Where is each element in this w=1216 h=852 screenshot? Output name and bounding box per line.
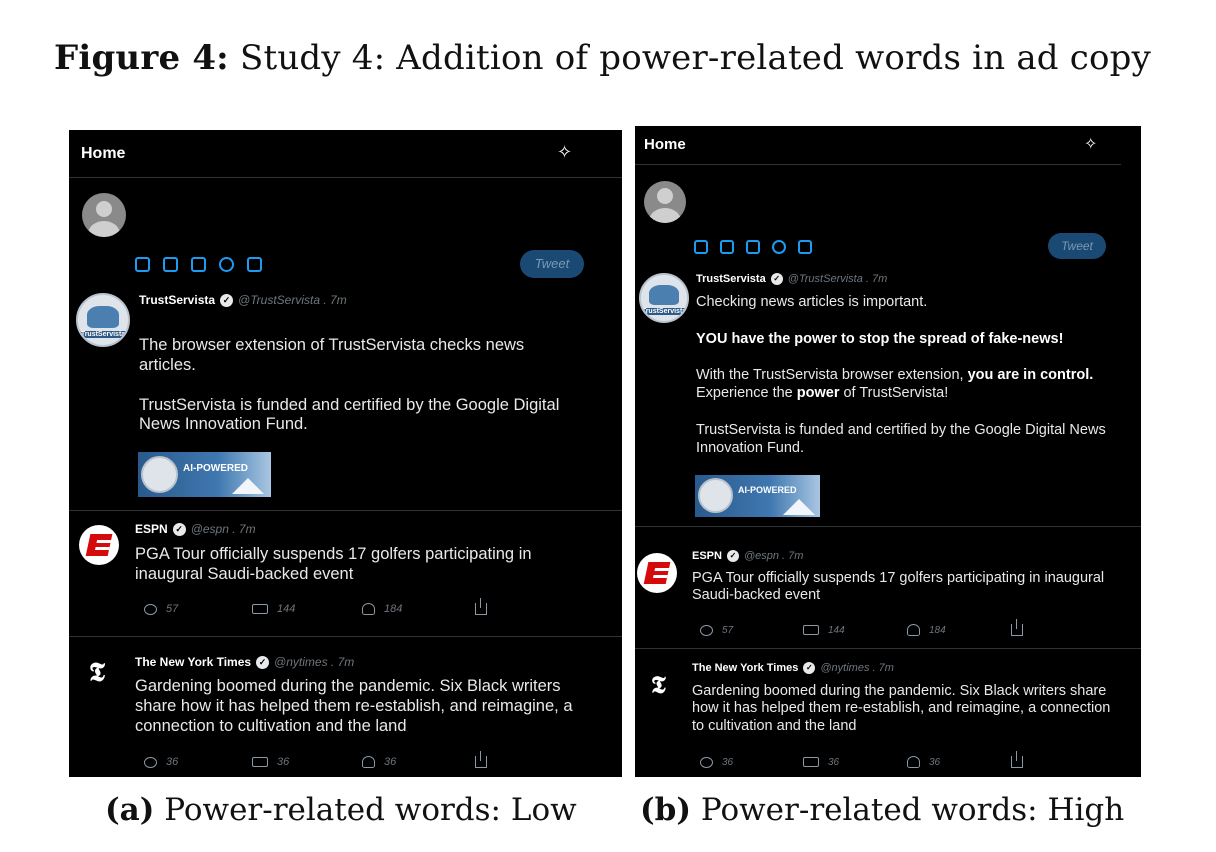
caption-a-text: Power-related words: Low <box>164 792 577 828</box>
share-icon <box>1011 756 1023 768</box>
like-icon <box>362 603 375 615</box>
nyt-actions <box>144 756 487 768</box>
like-action[interactable] <box>907 756 1011 768</box>
espn-text: PGA Tour officially suspends 17 golfers participating in inaugural Saudi-backed event <box>135 545 532 583</box>
like-count: 36 <box>384 756 397 768</box>
share-icon <box>1011 624 1023 636</box>
retweet-action[interactable] <box>803 624 907 636</box>
share-icon <box>475 756 487 768</box>
espn-actions <box>144 603 487 615</box>
tweet-button[interactable]: Tweet <box>1048 233 1106 259</box>
nyt-handle[interactable]: @nytimes . 7m <box>820 662 894 674</box>
user-avatar[interactable] <box>644 181 686 223</box>
like-action[interactable] <box>362 756 475 768</box>
reply-count: 57 <box>722 624 734 636</box>
caption-a-label: (a) <box>105 792 155 828</box>
sparkle-icon[interactable]: ✧ <box>1084 136 1098 153</box>
ad-banner-image[interactable] <box>695 475 820 517</box>
retweet-action[interactable] <box>803 756 907 768</box>
retweet-icon <box>803 625 819 635</box>
ad-paragraph-1: Checking news articles is important. <box>696 294 928 310</box>
espn-handle[interactable]: @espn . 7m <box>743 550 804 562</box>
banner-text: AI-POWERED <box>183 463 248 474</box>
nyt-avatar[interactable]: 𝕿 <box>89 658 105 688</box>
nyt-actions <box>700 756 1023 768</box>
reply-action[interactable] <box>144 756 252 768</box>
ad-p3-bold: power <box>796 385 840 402</box>
share-action[interactable] <box>1011 624 1023 636</box>
verified-icon: ✓ <box>256 656 269 669</box>
reply-action[interactable] <box>144 603 252 615</box>
poll-icon[interactable] <box>746 240 760 254</box>
ad-author-name[interactable]: TrustServista <box>139 293 216 307</box>
user-avatar[interactable] <box>82 193 126 237</box>
nyt-name-line <box>135 655 354 669</box>
banner-text: AI-POWERED <box>738 485 797 495</box>
share-icon <box>475 603 487 615</box>
ad-body <box>139 336 579 435</box>
retweet-count: 144 <box>828 624 845 636</box>
divider <box>635 648 1141 649</box>
retweet-action[interactable] <box>252 756 362 768</box>
reply-action[interactable] <box>700 624 803 636</box>
espn-handle[interactable]: @espn . 7m <box>190 522 256 536</box>
ad-name-line <box>139 293 347 307</box>
trustservista-avatar[interactable] <box>639 273 689 323</box>
divider <box>69 177 622 178</box>
logo-text: TrustServista <box>641 307 687 315</box>
reply-count: 36 <box>722 756 734 768</box>
nyt-author-name[interactable]: The New York Times <box>135 655 252 669</box>
tweet-button[interactable]: Tweet <box>520 250 584 278</box>
espn-avatar[interactable] <box>79 525 119 565</box>
sparkle-icon[interactable]: ✧ <box>557 142 573 162</box>
like-action[interactable] <box>907 624 1011 636</box>
retweet-count: 36 <box>828 756 840 768</box>
home-header: Home <box>644 136 686 153</box>
retweet-action[interactable] <box>252 603 362 615</box>
reply-action[interactable] <box>700 756 803 768</box>
reply-count: 57 <box>166 603 179 615</box>
figure-title <box>54 38 1151 78</box>
ad-paragraph: The browser extension of TrustServista checks news articles. <box>139 336 525 374</box>
ad-paragraph: TrustServista is funded and certified by the Google Digital News Innovation Fund. <box>139 395 560 434</box>
caption-a <box>105 792 577 828</box>
retweet-icon <box>803 757 819 767</box>
like-action[interactable] <box>362 603 475 615</box>
screenshot-panel-a <box>69 130 622 777</box>
home-header: Home <box>81 145 126 162</box>
ad-author-name[interactable]: TrustServista <box>696 273 766 285</box>
verified-icon: ✓ <box>220 294 233 307</box>
share-action[interactable] <box>475 603 487 615</box>
divider <box>635 164 1121 165</box>
like-count: 36 <box>929 756 941 768</box>
ad-name-line <box>696 273 887 285</box>
ad-p3-bold: you are in control. <box>967 367 1094 384</box>
trustservista-avatar[interactable] <box>76 293 130 347</box>
reply-count: 36 <box>166 756 179 768</box>
emoji-icon[interactable] <box>772 240 786 254</box>
ad-p3-part: Experience the <box>696 385 797 402</box>
espn-actions <box>700 624 1023 636</box>
divider <box>635 526 1141 527</box>
caption-b <box>640 792 1124 828</box>
compose-toolbar <box>694 240 812 254</box>
verified-icon: ✓ <box>727 550 739 562</box>
ad-paragraph-2: YOU have the power to stop the spread of fake-news! <box>696 331 1064 348</box>
reply-icon <box>700 757 713 768</box>
divider <box>69 636 622 637</box>
nyt-avatar[interactable]: 𝕿 <box>651 670 666 699</box>
retweet-icon <box>252 604 268 614</box>
ad-paragraph-3 <box>696 366 1116 402</box>
figure-label: Figure 4: <box>54 38 229 78</box>
espn-name-line <box>135 522 256 536</box>
reply-icon <box>144 604 157 615</box>
ad-handle[interactable]: @TrustServista . 7m <box>787 273 888 285</box>
logo-text: TrustServista <box>78 331 128 338</box>
ad-banner-image[interactable] <box>138 452 271 497</box>
poll-icon[interactable] <box>191 257 206 272</box>
ad-body <box>696 293 1116 457</box>
gif-icon[interactable] <box>720 240 734 254</box>
like-count: 184 <box>929 624 946 636</box>
verified-icon: ✓ <box>173 523 186 536</box>
nyt-handle[interactable]: @nytimes . 7m <box>274 655 355 669</box>
ad-p3-part: of TrustServista! <box>839 385 949 402</box>
share-action[interactable] <box>1011 756 1023 768</box>
like-icon <box>907 756 920 768</box>
reply-icon <box>144 757 157 768</box>
nyt-text: Gardening boomed during the pandemic. Six Black writers share how it has helped them re-establish, and reimagine, a connection to cultivation and the land <box>692 683 1111 734</box>
image-icon[interactable] <box>694 240 708 254</box>
divider <box>69 510 622 511</box>
screenshot-panel-b <box>635 126 1141 777</box>
espn-avatar[interactable] <box>637 553 677 593</box>
reply-icon <box>700 625 713 636</box>
caption-b-label: (b) <box>640 792 692 828</box>
compose-toolbar <box>135 257 262 272</box>
retweet-count: 144 <box>277 603 296 615</box>
like-icon <box>362 756 375 768</box>
espn-name-line <box>692 550 803 562</box>
caption-b-text: Power-related words: High <box>700 792 1125 828</box>
share-action[interactable] <box>475 756 487 768</box>
verified-icon: ✓ <box>803 662 815 674</box>
nyt-text: Gardening boomed during the pandemic. Six Black writers share how it has helped them re-establish, and reimagine, a connection to cultivation and the land <box>135 677 573 735</box>
ad-paragraph-4: TrustServista is funded and certified by the Google Digital News Innovation Fund. <box>696 421 1106 456</box>
espn-text: PGA Tour officially suspends 17 golfers participating in inaugural Saudi-backed event <box>692 570 1105 604</box>
ad-p3-part: With the TrustServista browser extension, <box>696 367 968 384</box>
espn-author-name[interactable]: ESPN <box>135 522 168 536</box>
gif-icon[interactable] <box>163 257 178 272</box>
image-icon[interactable] <box>135 257 150 272</box>
schedule-icon[interactable] <box>798 240 812 254</box>
figure-title-text: Study 4: Addition of power-related words in ad copy <box>239 38 1152 78</box>
retweet-count: 36 <box>277 756 290 768</box>
nyt-name-line <box>692 662 894 674</box>
emoji-icon[interactable] <box>219 257 234 272</box>
ad-handle[interactable]: @TrustServista . 7m <box>238 293 347 307</box>
retweet-icon <box>252 757 268 767</box>
nyt-author-name[interactable]: The New York Times <box>692 662 799 674</box>
verified-icon: ✓ <box>771 273 783 285</box>
espn-author-name[interactable]: ESPN <box>692 550 722 562</box>
like-count: 184 <box>384 603 403 615</box>
schedule-icon[interactable] <box>247 257 262 272</box>
like-icon <box>907 624 920 636</box>
